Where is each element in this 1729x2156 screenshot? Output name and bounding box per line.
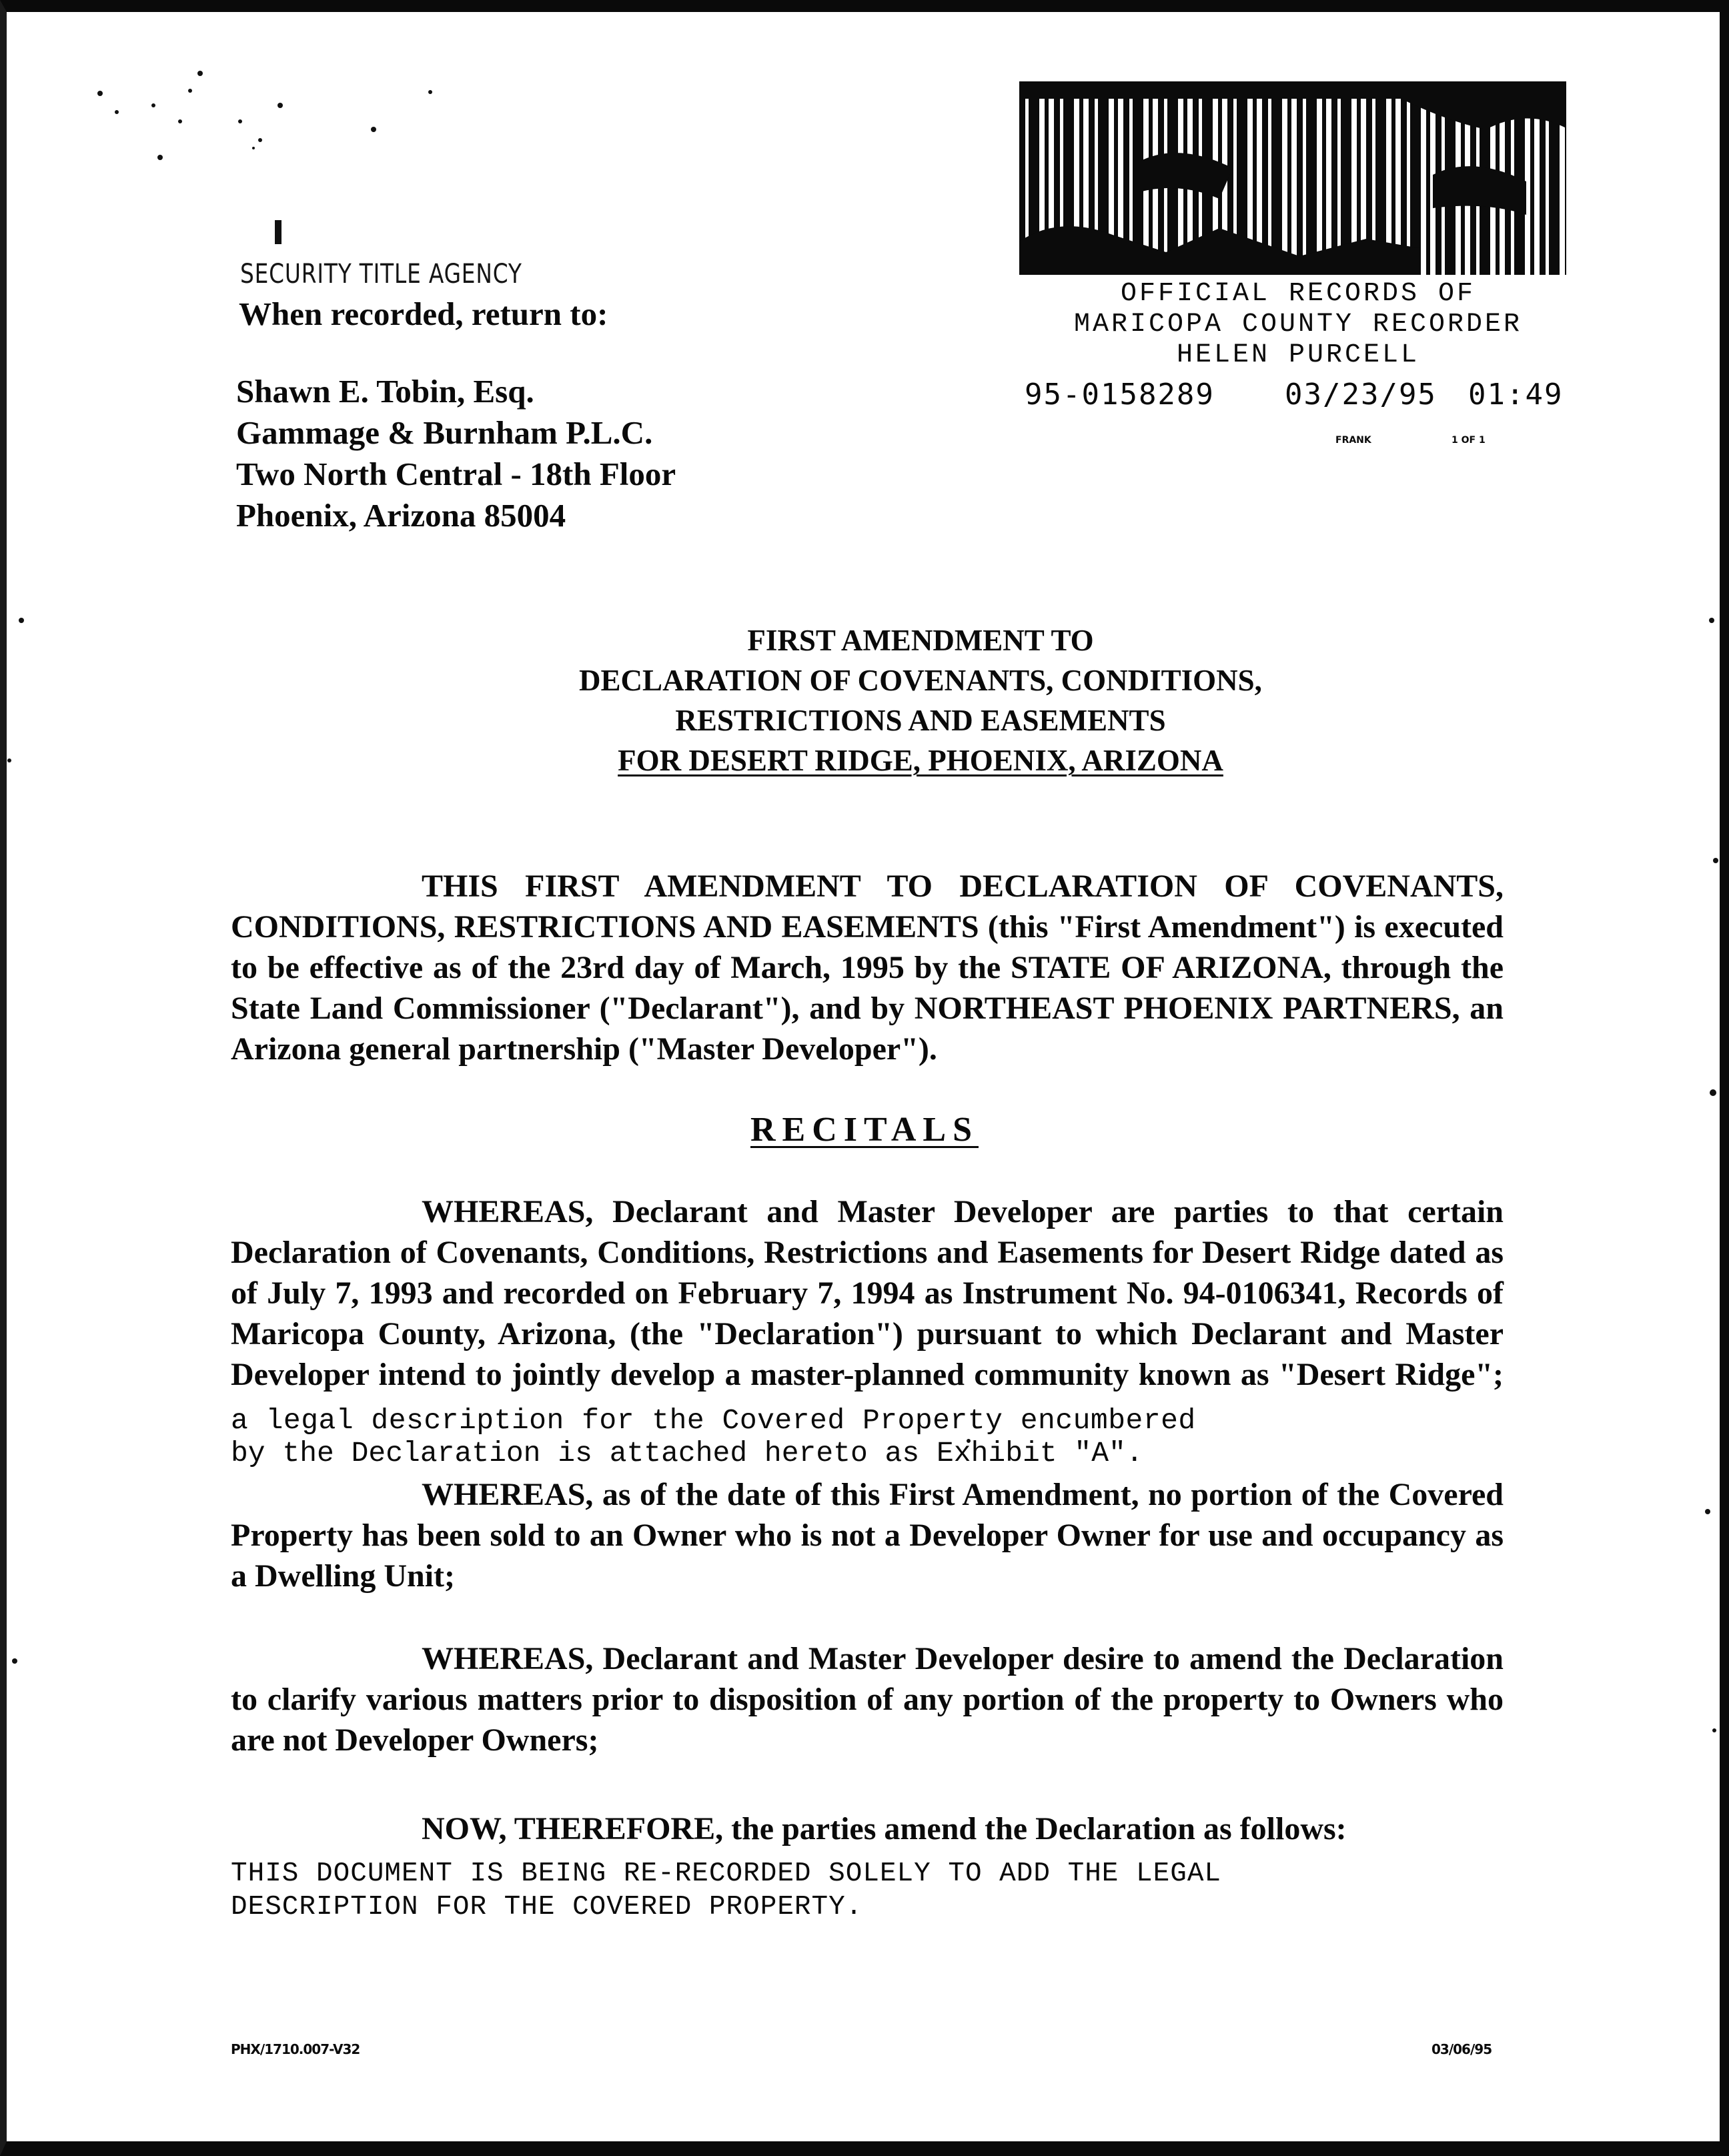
footer-doc-code: PHX/1710.007-V32: [231, 2041, 360, 2057]
intro-paragraph: THIS FIRST AMENDMENT TO DECLARATION OF COVENANTS, CONDITIONS, RESTRICTIONS AND EASEMENTS (this "First Amendment") is executed to be effective as of the 23rd day of March, 1995 by the STATE OF ARIZONA, through the State Land Commissioner ("Declarant"), and by NORTHEAST PHOENIX PARTNERS, an Arizona general partnership ("Master Developer").: [231, 869, 1504, 1067]
agency-stamp: SECURITY TITLE AGENCY: [240, 259, 522, 290]
address-line-name: Shawn E. Tobin, Esq.: [236, 373, 534, 410]
note-line-1: THIS DOCUMENT IS BEING RE-RECORDED SOLELY TO ADD THE LEGAL: [231, 1858, 1222, 1889]
barcode: [1019, 81, 1566, 275]
document-title: [334, 620, 1508, 780]
record-number: 95-0158289: [1025, 378, 1215, 412]
recorder-stamp: [1038, 279, 1558, 371]
return-address: [236, 371, 676, 536]
recorder-line-2: MARICOPA COUNTY RECORDER: [1073, 310, 1523, 340]
recorder-line-3: HELEN PURCELL: [1176, 340, 1420, 370]
address-line-city: Phoenix, Arizona 85004: [236, 497, 566, 534]
footer-date-code: 03/06/95: [1431, 2041, 1492, 2057]
recital-2: WHEREAS, as of the date of this First Amendment, no portion of the Covered Property has been sold to an Owner who is not a Developer Owner for use and occupancy as a Dwelling Unit;: [231, 1477, 1504, 1594]
recital-1-typed-line: by the Declaration is attached hereto as Exhibit "A".: [231, 1437, 1143, 1470]
title-line-4: FOR DESERT RIDGE, PHOENIX, ARIZONA: [618, 744, 1223, 777]
note-line-2: DESCRIPTION FOR THE COVERED PROPERTY.: [231, 1892, 863, 1923]
now-therefore-clause: NOW, THEREFORE, the parties amend the Declaration as follows:: [422, 1811, 1347, 1846]
address-line-firm: Gammage & Burnham P.L.C.: [236, 414, 653, 451]
record-time: 01:49: [1468, 378, 1564, 412]
recitals-heading: RECITALS: [750, 1111, 979, 1149]
recital-3: WHEREAS, Declarant and Master Developer desire to amend the Declaration to clarify various matters prior to disposition of any portion of the property to Owners who are not Developer Owners;: [231, 1641, 1504, 1758]
title-line-2: DECLARATION OF COVENANTS, CONDITIONS,: [579, 664, 1262, 697]
title-line-3: RESTRICTIONS AND EASEMENTS: [675, 704, 1166, 737]
title-line-1: FIRST AMENDMENT TO: [747, 624, 1094, 657]
recital-1-text: WHEREAS, Declarant and Master Developer are parties to that certain Declaration of Covenants, Conditions, Restrictions and Easements for Desert Ridge dated as of July 7, 1993 and recorded on February 7, 1994 as Instrument No. 94-0106341, Records of Maricopa County, Arizona, (the "Declaration") pursuant to which Declarant and Master Developer intend to jointly develop a master-planned community known as "Desert Ridge";: [231, 1194, 1504, 1392]
re-recording-note: [231, 1857, 1221, 1924]
return-label: When recorded, return to:: [239, 296, 608, 332]
recital-1-typed-insert: a legal description for the Covered Property encumbered: [231, 1404, 1196, 1437]
record-page-count: 1 OF 1: [1452, 435, 1486, 446]
record-fee-label: FRANK: [1335, 435, 1371, 446]
address-line-street: Two North Central - 18th Floor: [236, 456, 676, 492]
stamp-mark: [275, 220, 281, 244]
record-date: 03/23/95: [1285, 378, 1437, 412]
recital-1: [231, 1191, 1504, 1441]
recorder-line-1: OFFICIAL RECORDS OF: [1120, 279, 1476, 309]
